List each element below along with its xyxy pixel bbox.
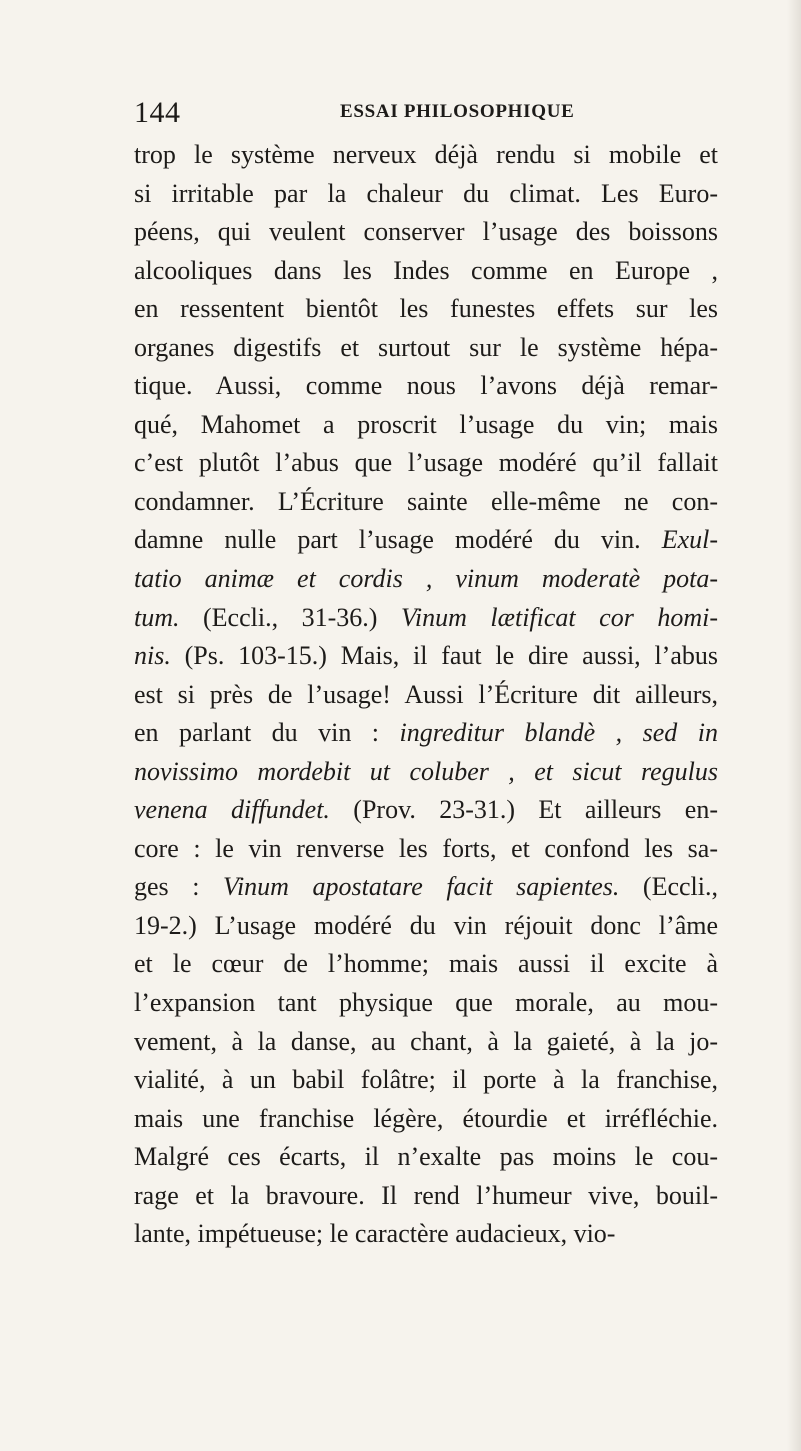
- text-segment: alcooliques dans les Indes comme en Europe ,: [134, 255, 718, 285]
- text-segment: lante, impétueuse; le caractère audacieux, vio-: [134, 1219, 616, 1249]
- text-segment: vialité, à un babil folâtre; il porte à la franchise,: [134, 1065, 718, 1095]
- text-segment: péens, qui veulent conserver l’usage des boissons: [134, 217, 718, 247]
- text-segment: en ressentent bientôt les funestes effets sur les: [134, 294, 718, 324]
- text-line: [134, 907, 718, 946]
- text-line: [134, 1177, 718, 1216]
- text-line: [134, 1100, 718, 1139]
- text-segment: (Eccli., 31-36.): [179, 602, 401, 632]
- text-segment: (Eccli.,: [619, 872, 718, 902]
- text-segment: 19-2.) L’usage modéré du vin réjouit donc l’âme: [134, 910, 718, 940]
- italic-text-segment: venena diffundet.: [134, 795, 330, 825]
- text-segment: l’expansion tant physique que morale, au mou-: [134, 988, 718, 1018]
- text-segment: c’est plutôt l’abus que l’usage modéré qu’il fallait: [134, 448, 718, 478]
- text-line: [134, 945, 718, 984]
- text-segment: est si près de l’usage! Aussi l’Écriture dit ailleurs,: [134, 679, 718, 709]
- text-line: [134, 830, 718, 869]
- text-segment: rage et la bravoure. Il rend l’humeur vive, bouil-: [134, 1180, 718, 1210]
- text-line: [134, 213, 718, 252]
- italic-text-segment: novissimo mordebit ut coluber , et sicut regulus: [134, 756, 718, 786]
- text-segment: damne nulle part l’usage modéré du vin.: [134, 525, 662, 555]
- text-segment: core : le vin renverse les forts, et confond les sa-: [134, 833, 718, 863]
- text-line: [134, 252, 718, 291]
- text-line: [134, 560, 718, 599]
- text-line: [134, 329, 718, 368]
- page-number: 144: [134, 96, 181, 129]
- italic-text-segment: tum.: [134, 602, 180, 632]
- italic-text-segment: tatio animæ et cordis , vinum moderatè pota-: [134, 564, 718, 594]
- text-line: [134, 1215, 718, 1254]
- text-segment: vement, à la danse, au chant, à la gaieté, à la jo-: [134, 1026, 718, 1056]
- italic-text-segment: Vinum apostatare facit sapientes.: [223, 872, 620, 902]
- text-segment: organes digestifs et surtout sur le système hépa-: [134, 332, 718, 362]
- text-line: [134, 367, 718, 406]
- text-segment: Malgré ces écarts, il n’exalte pas moins le cou-: [134, 1142, 718, 1172]
- text-line: [134, 868, 718, 907]
- header-title: ESSAI PHILOSOPHIQUE: [340, 101, 575, 122]
- body-text: [134, 136, 718, 1254]
- italic-text-segment: Vinum lætificat cor homi-: [400, 602, 719, 632]
- text-line: [134, 791, 718, 830]
- text-segment: (Ps. 103-15.) Mais, il faut le dire aussi, l’abus: [170, 641, 718, 671]
- text-segment: trop le système nerveux déjà rendu si mobile et: [134, 140, 718, 169]
- text-line: [134, 1138, 718, 1177]
- text-line: [134, 1061, 718, 1100]
- text-line: [134, 676, 718, 715]
- text-line: [134, 175, 718, 214]
- text-line: [134, 1023, 718, 1062]
- text-segment: si irritable par la chaleur du climat. Les Euro-: [134, 178, 718, 208]
- text-line: [134, 406, 718, 445]
- text-line: [134, 483, 718, 522]
- text-line: [134, 984, 718, 1023]
- italic-text-segment: Exul-: [661, 525, 718, 555]
- text-segment: ges :: [134, 872, 223, 902]
- text-segment: et le cœur de l’homme; mais aussi il excite à: [134, 949, 718, 979]
- text-line: [134, 521, 718, 560]
- text-line: [134, 599, 718, 638]
- text-segment: condamner. L’Écriture sainte elle-même ne con-: [134, 486, 718, 516]
- text-segment: tique. Aussi, comme nous l’avons déjà remar-: [134, 371, 718, 401]
- text-line: [134, 444, 718, 483]
- text-segment: (Prov. 23-31.) Et ailleurs en-: [329, 795, 718, 825]
- page-edge-shadow: [787, 0, 801, 1451]
- running-head: [134, 92, 724, 134]
- text-line: [134, 714, 718, 753]
- text-line: [134, 753, 718, 792]
- text-line: [134, 637, 718, 676]
- text-segment: en parlant du vin :: [134, 718, 400, 748]
- italic-text-segment: ingreditur blandè , sed in: [399, 718, 718, 748]
- text-segment: mais une franchise légère, étourdie et irréfléchie.: [134, 1103, 718, 1133]
- text-line: [134, 136, 718, 175]
- text-line: [134, 290, 718, 329]
- text-segment: qué, Mahomet a proscrit l’usage du vin; mais: [134, 409, 718, 439]
- italic-text-segment: nis.: [134, 641, 171, 671]
